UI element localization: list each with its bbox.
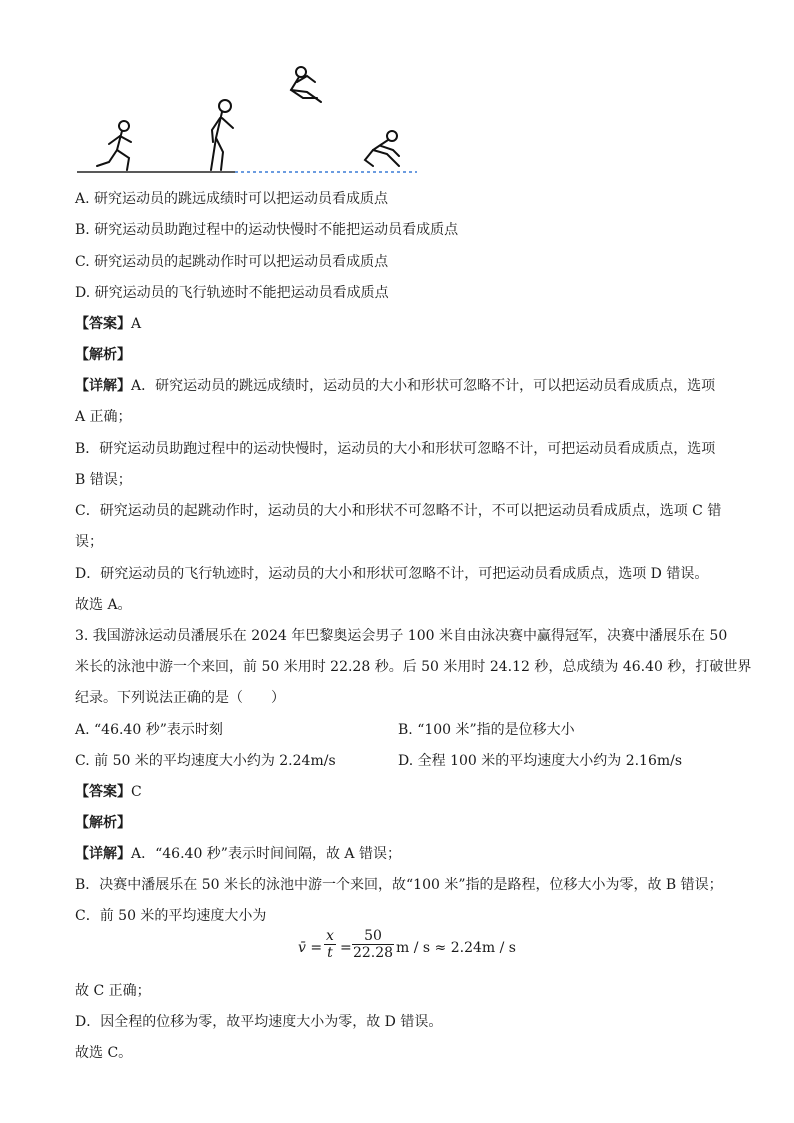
q3-after-line-2: D．因全程的位移为零，故平均速度大小为零，故 D 错误。 — [75, 1014, 443, 1030]
q2-detail-row-4: B 错误； — [75, 472, 132, 488]
q3-option-a: A. “46.40 秒”表示时刻 — [75, 722, 223, 738]
q3-option-b: B. “100 米”指的是位移大小 — [398, 722, 575, 738]
q3-answer-tag: 【答案】 — [75, 784, 131, 800]
q2-option-c: C. 研究运动员的起跳动作时可以把运动员看成质点 — [75, 254, 389, 270]
formula-lhs: v̄ = — [298, 940, 323, 956]
q2-detail-row-5: C．研究运动员的起跳动作时，运动员的大小和形状不可忽略不计，不可以把运动员看成质点，选项 C 错 — [75, 503, 722, 519]
q3-option-c: C. 前 50 米的平均速度大小约为 2.24m/s — [75, 753, 336, 769]
q2-detail-tag: 【详解】 — [75, 378, 131, 394]
q3-stem-line-3: 纪录。下列说法正确的是（ ） — [75, 690, 285, 706]
q3-stem-line-1: 3. 我国游泳运动员潘展乐在 2024 年巴黎奥运会男子 100 米自由泳决赛中赢得冠军，决赛中潘展乐在 50 — [75, 628, 728, 644]
q2-detail-row-7: D．研究运动员的飞行轨迹时，运动员的大小和形状可忽略不计，可把运动员看成质点，选项 D 错误。 — [75, 566, 709, 582]
takeoff-figure — [211, 100, 233, 170]
q2-answer: A — [131, 316, 142, 332]
q2-detail-row-6: 误； — [75, 534, 103, 550]
formula-denominator: 22.28 — [352, 945, 394, 961]
q2-option-d: D. 研究运动员的飞行轨迹时不能把运动员看成质点 — [75, 285, 389, 301]
q2-detail-row-3: B．研究运动员助跑过程中的运动快慢时，运动员的大小和形状可忽略不计，可把运动员看成质点，选项 — [75, 441, 716, 457]
q2-analysis-tag: 【解析】 — [75, 347, 131, 363]
q3-detail-text: A．“46.40 秒”表示时间间隔，故 A 错误； — [131, 846, 401, 862]
q3-option-d: D. 全程 100 米的平均速度大小约为 2.16m/s — [398, 753, 683, 769]
formula-numerator: 50 — [364, 928, 382, 944]
formula-fraction-50 — [352, 928, 394, 961]
formula-equals: = — [340, 940, 352, 956]
q3-after-line-1: 故 C 正确； — [75, 983, 151, 999]
q2-answer-tag: 【答案】 — [75, 316, 131, 332]
landing-figure — [365, 131, 399, 166]
q3-answer-row — [75, 783, 142, 801]
q3-detail-row-3: C．前 50 米的平均速度大小为 — [75, 908, 267, 924]
q3-conclusion: 故选 C。 — [75, 1045, 133, 1061]
long-jump-illustration — [75, 62, 425, 180]
q2-option-b: B. 研究运动员助跑过程中的运动快慢时不能把运动员看成质点 — [75, 222, 459, 238]
q2-option-a: A. 研究运动员的跳远成绩时可以把运动员看成质点 — [75, 191, 389, 207]
formula-t: t — [324, 944, 336, 961]
q2-detail-row-2: A 正确； — [75, 409, 132, 425]
q2-answer-row — [75, 315, 141, 333]
formula-result: m / s ≈ 2.24m / s — [396, 940, 516, 956]
q2-conclusion: 故选 A。 — [75, 597, 132, 613]
q3-detail-tag: 【详解】 — [75, 846, 131, 862]
formula-fraction-x-t — [324, 928, 336, 961]
q3-detail-row-2: B．决赛中潘展乐在 50 米长的泳池中游一个来回，故“100 米”指的是路程，位移大小为零，故 B 错误； — [75, 877, 723, 893]
q2-detail-row-1 — [75, 377, 715, 395]
average-velocity-formula — [298, 928, 518, 972]
q2-detail-text: A．研究运动员的跳远成绩时，运动员的大小和形状可忽略不计，可以把运动员看成质点，选项 — [131, 378, 716, 394]
formula-x: x — [326, 928, 334, 944]
q3-detail-row-1 — [75, 845, 401, 863]
flying-figure — [291, 67, 321, 102]
q3-stem-line-2: 米长的泳池中游一个来回，前 50 米用时 22.28 秒。后 50 米用时 24.12 秒，总成绩为 46.40 秒，打破世界 — [75, 659, 752, 675]
runner-figure — [97, 121, 131, 170]
q3-answer: C — [131, 784, 142, 800]
q3-analysis-tag: 【解析】 — [75, 815, 131, 831]
